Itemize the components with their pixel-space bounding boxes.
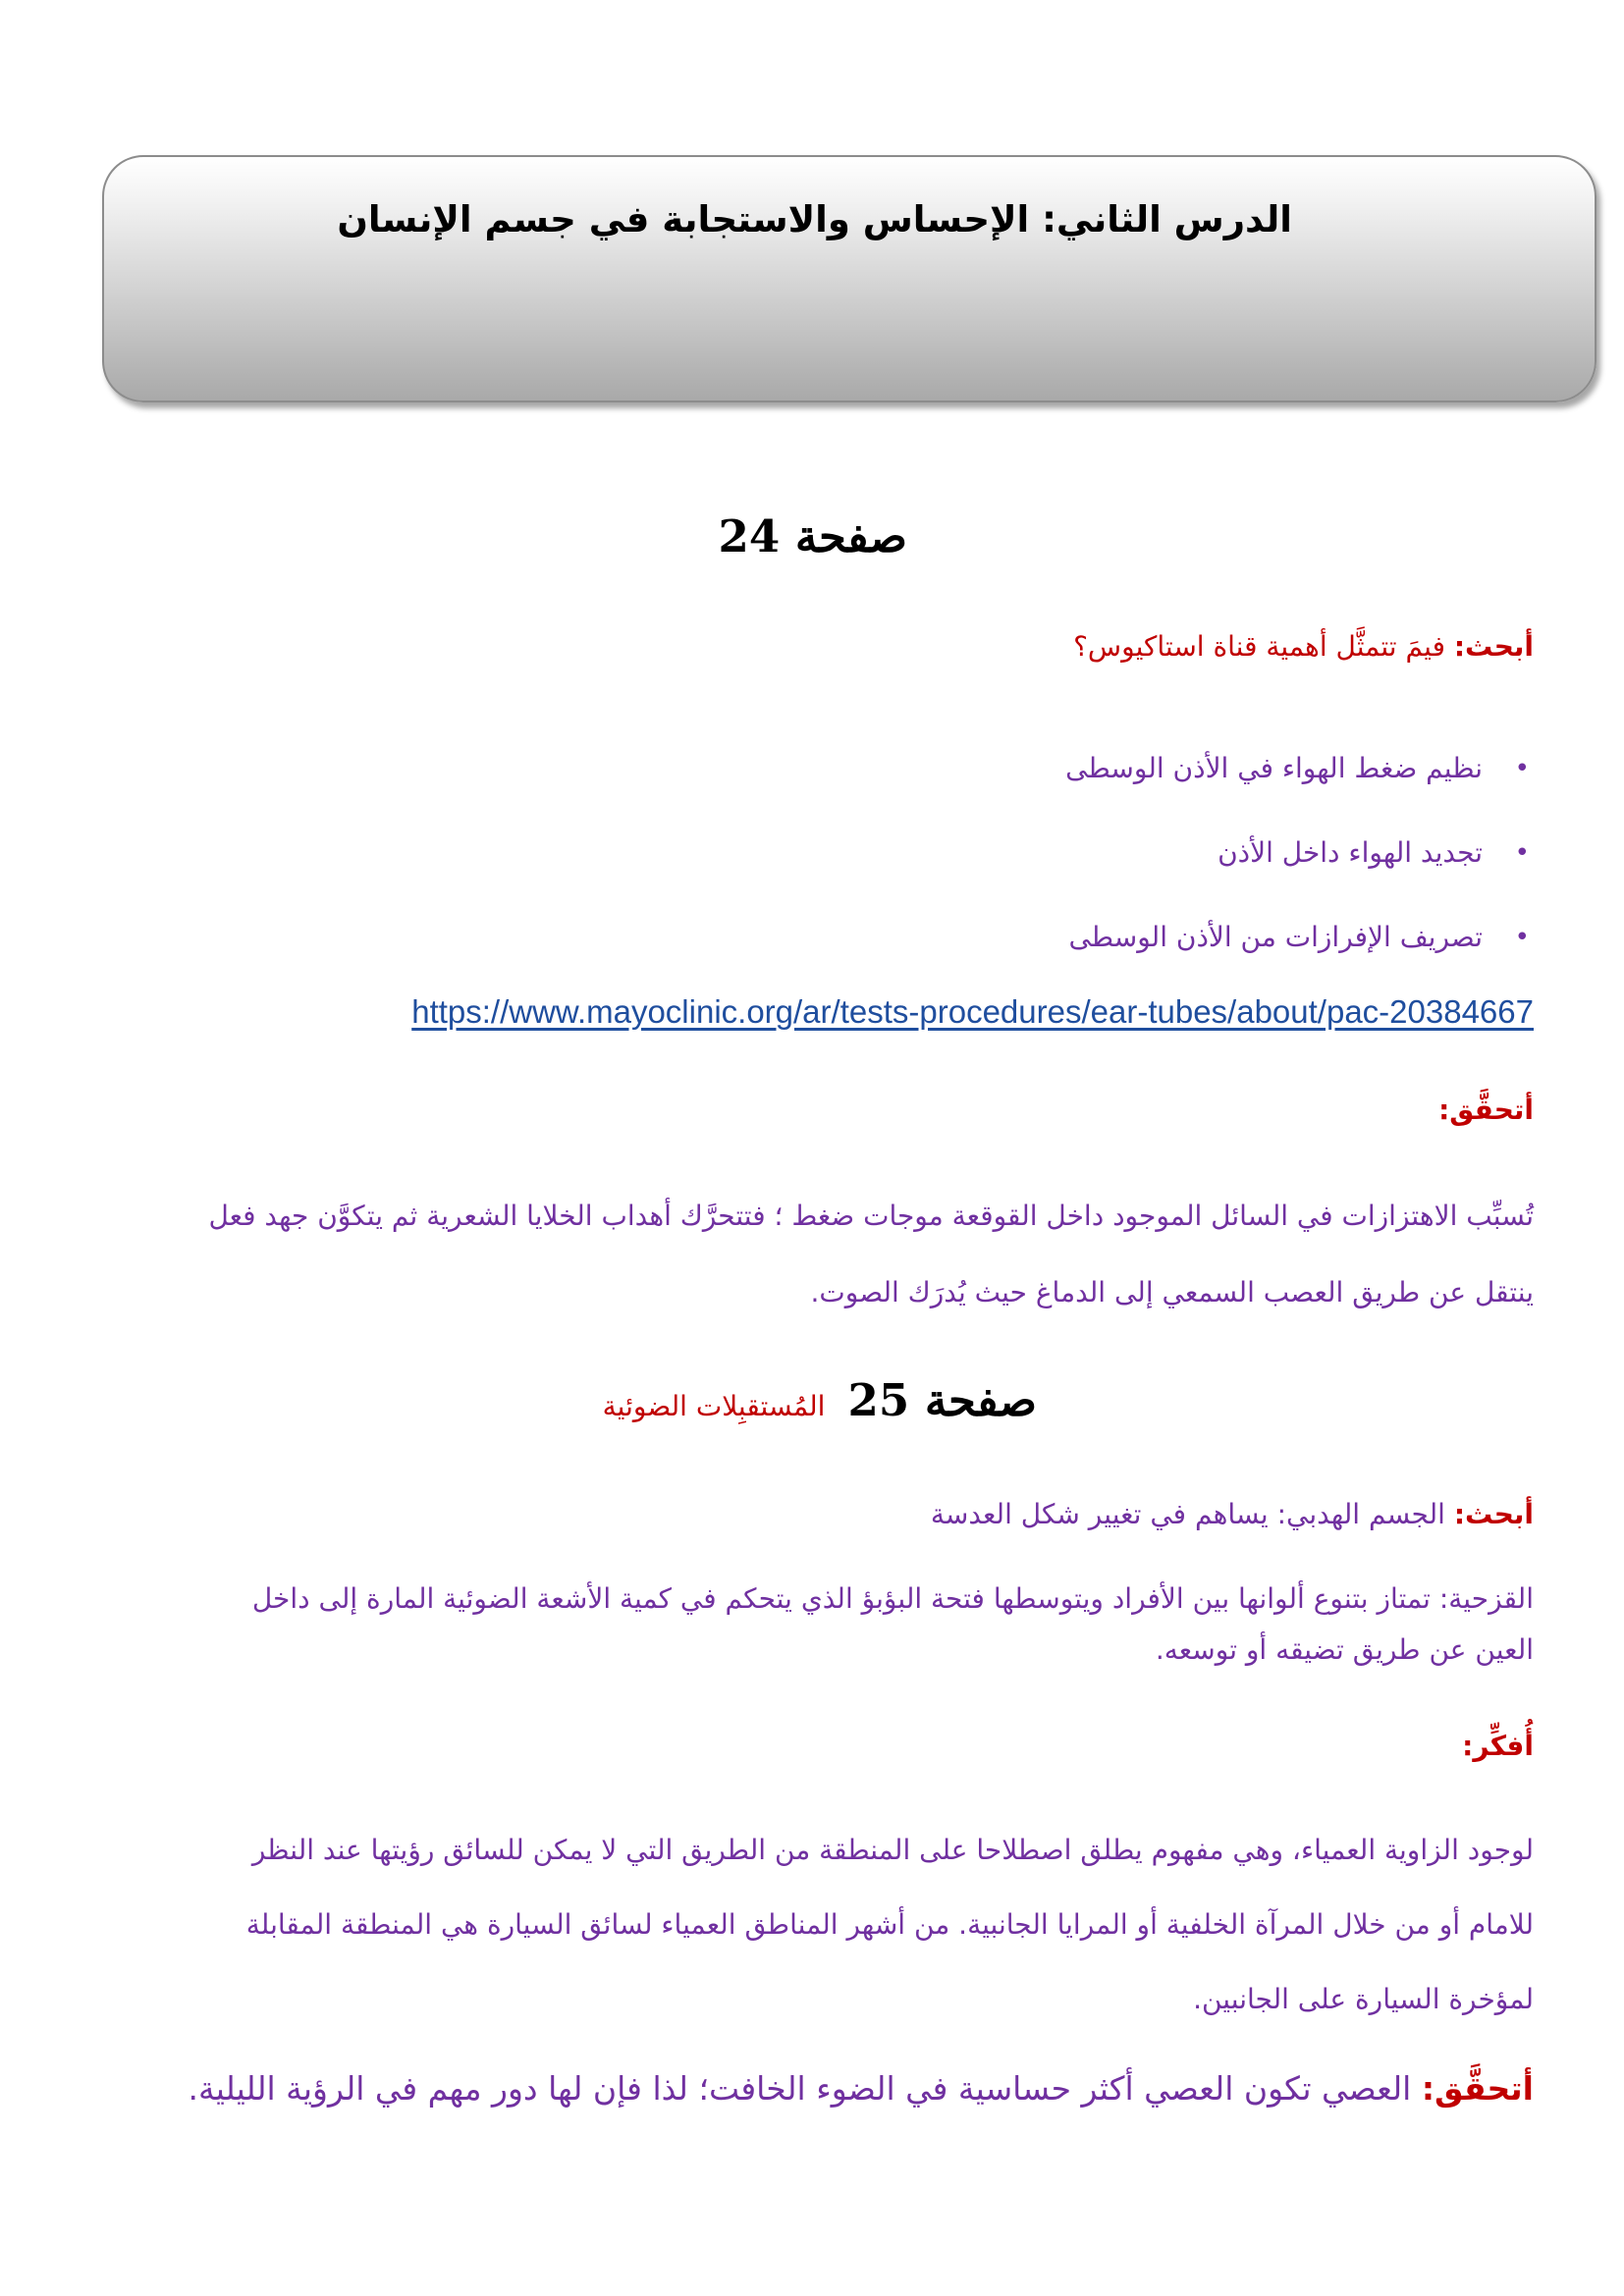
verify-answer-line-2: ينتقل عن طريق العصب السمعي إلى الدماغ حيث يُدرَك الصوت. <box>810 1276 1534 1308</box>
bullet-icon: • <box>1514 838 1530 868</box>
think-line-2: للامام أو من خلال المرآة الخلفية أو المرايا الجانبية. من أشهر المناطق العمياء لسائق السيارة هي المنطقة المقابلة <box>245 1908 1534 1941</box>
rods-text: العصي تكون العصي أكثر حساسية في الضوء الخافت؛ لذا فإن لها دور مهم في الرؤية الليلية. <box>188 2069 1412 2108</box>
think-line-1: لوجود الزاوية العمياء، وهي مفهوم يطلق اصطلاحا على المنطقة من الطريق التي لا يمكن للسائق رؤيتها عند النظر <box>251 1834 1534 1866</box>
research-label: أبحث: <box>1453 630 1534 663</box>
iris-line-2: العين عن طريق تضيقه أو توسعه. <box>1155 1633 1534 1666</box>
think-label: أُفكِّر: <box>1462 1730 1534 1762</box>
list-item: • تجديد الهواء داخل الأذن <box>1065 811 1534 895</box>
research-question-24 <box>1073 630 1534 663</box>
iris-line-1: القزحية: تمتاز بتنوع ألوانها بين الأفراد ويتوسطها فتحة البؤبؤ الذي يتحكم في كمية الأشعة الضوئية المارة إلى داخل <box>251 1582 1534 1615</box>
verify-label: أتحقَّق: <box>1421 2069 1534 2108</box>
photoreceptors-note: المُستقبِلات الضوئية <box>602 1390 826 1422</box>
ciliary-body-text: الجسم الهدبي: يساهم في تغيير شكل العدسة <box>930 1498 1445 1530</box>
page-25-heading-row <box>603 1374 1037 1426</box>
verify-answer-line-1: تُسبِّب الاهتزازات في السائل الموجود داخل القوقعة موجات ضغط ؛ فتتحرَّك أهداب الخلايا الشعرية ثم يتكوَّن جهد فعل <box>208 1200 1534 1232</box>
list-item: • تصريف الإفرازات من الأذن الوسطى <box>1065 895 1534 980</box>
reference-link-row <box>411 993 1534 1031</box>
think-line-3: لمؤخرة السيارة على الجانبين. <box>1193 1983 1534 2015</box>
research-row-25 <box>931 1498 1534 1530</box>
page-25-heading: صفحة 25 <box>847 1374 1037 1426</box>
list-item: • نظيم ضغط الهواء في الأذن الوسطى <box>1065 726 1534 811</box>
eustachian-functions-list <box>1065 726 1534 980</box>
page-24-heading: صفحة 24 <box>718 510 907 562</box>
bullet-icon: • <box>1514 923 1530 952</box>
research-label: أبحث: <box>1453 1498 1534 1530</box>
verify-row-25 <box>189 2069 1534 2108</box>
verify-label-24: أتحقَّق: <box>1438 1094 1534 1126</box>
mayoclinic-link[interactable]: https://www.mayoclinic.org/ar/tests-procedures/ear-tubes/about/pac-20384667 <box>411 993 1534 1030</box>
research-question-text: فيمَ تتمثَّل أهمية قناة استاكيوس؟ <box>1073 630 1445 663</box>
lesson-title-box <box>102 155 1597 402</box>
lesson-title: الدرس الثاني: الإحساس والاستجابة في جسم الإنسان <box>337 198 1292 240</box>
bullet-icon: • <box>1514 754 1530 783</box>
think-label-row <box>1462 1730 1534 1762</box>
